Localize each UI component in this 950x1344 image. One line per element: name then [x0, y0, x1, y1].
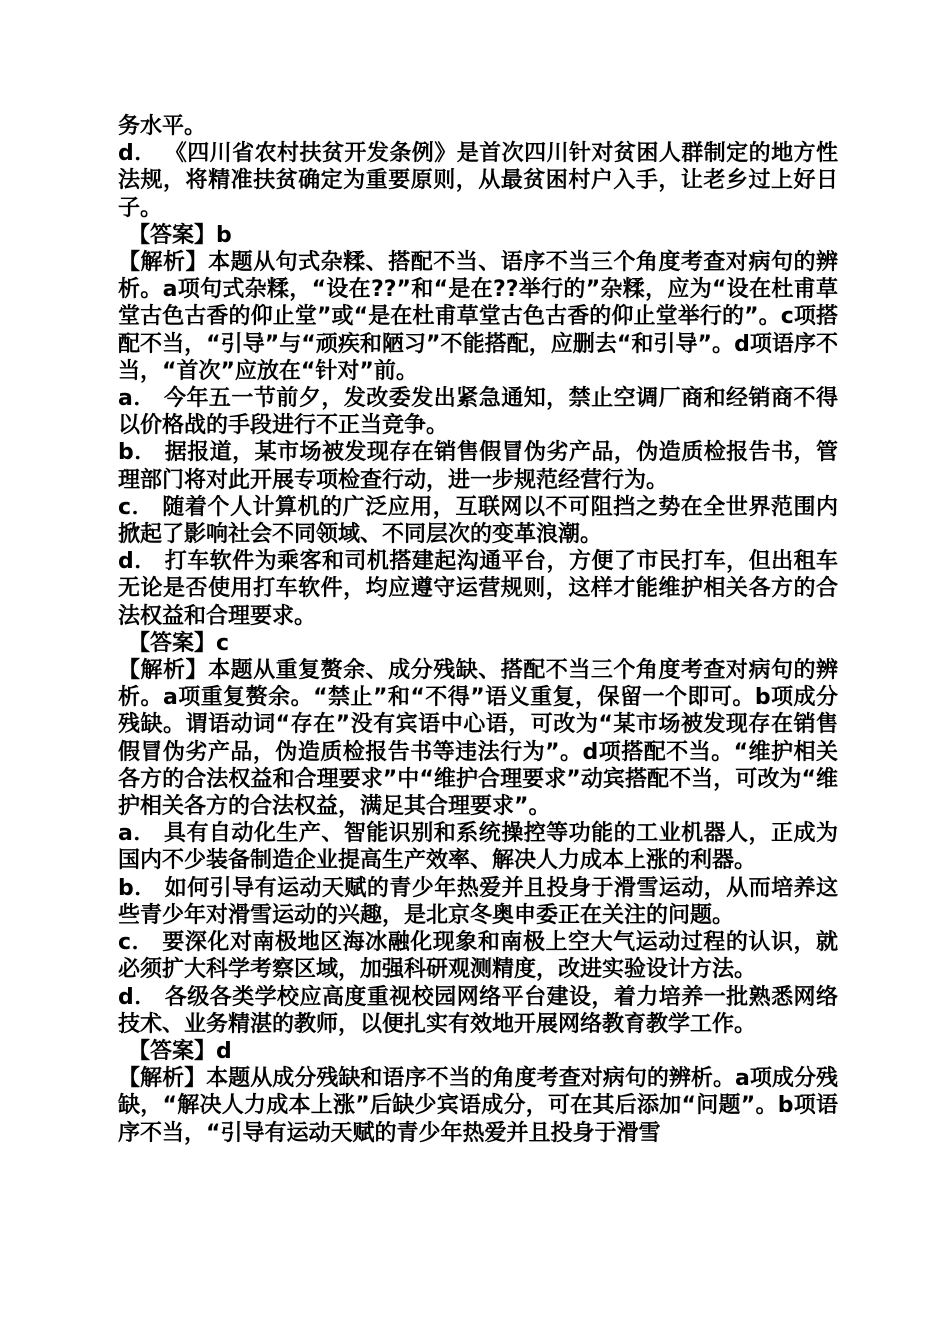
analysis-paragraph: 【解析】本题从句式杂糅、搭配不当、语序不当三个角度考查对病句的辨析。a项句式杂糅，“设在??”和“是在??举行的”杂糅，应为“设在杜甫草堂古色古香的仰止堂”或“是在杜甫草堂古色古香的仰止堂举行的”。c项搭配不当，“引导”与“顽疾和陋习”不能搭配，应删去“和引导”。d项语序不当，“首次”应放在“针对”前。	[118, 250, 838, 384]
option-a-paragraph: a． 具有自动化生产、智能识别和系统操控等功能的工业机器人，正成为国内不少装备制造企业提高生产效率、解决人力成本上涨的利器。	[118, 821, 838, 874]
text-paragraph: 务水平。	[118, 114, 207, 139]
option-d-paragraph: d． 打车软件为乘客和司机搭建起沟通平台，方便了市民打车，但出租车无论是否使用打车软件，均应遵守运营规则，这样才能维护相关各方的合法权益和合理要求。	[118, 549, 838, 629]
option-b-paragraph: b． 据报道，某市场被发现存在销售假冒伪劣产品，伪造质检报告书，管理部门将对此开展专项检查行动，进一步规范经营行为。	[118, 440, 838, 493]
option-c-paragraph: c． 随着个人计算机的广泛应用，互联网以不可阻挡之势在全世界范围内掀起了影响社会不同领域、不同层次的变革浪潮。	[118, 494, 838, 548]
option-d-paragraph: d． 各级各类学校应高度重视校园网络平台建设，着力培养一批熟悉网络技术、业务精湛的教师，以便扎实有效地开展网络教育教学工作。	[118, 984, 838, 1037]
option-d-paragraph: d． 《四川省农村扶贫开发条例》是首次四川针对贫困人群制定的地方性法规，将精准扶贫确定为重要原则，从最贫困村户入手，让老乡过上好日子。	[118, 141, 838, 221]
option-b-paragraph: b． 如何引导有运动天赋的青少年热爱并且投身于滑雪运动，从而培养这些青少年对滑雪运动的兴趣，是北京冬奥申委正在关注的问题。	[118, 875, 838, 928]
option-c-paragraph: c． 要深化对南极地区海冰融化现象和南极上空大气运动过程的认识，就必须扩大科学考察区域，加强科研观测精度，改进实验设计方法。	[118, 930, 838, 983]
answer-line: 【答案】c	[128, 630, 230, 656]
answer-line: 【答案】b	[128, 222, 232, 248]
document-body	[118, 113, 838, 1147]
analysis-paragraph: 【解析】本题从成分残缺和语序不当的角度考查对病句的辨析。a项成分残缺，“解决人力成本上涨”后缺少宾语成分，可在其后添加“问题”。b项语序不当，“引导有运动天赋的青少年热爱并且投身于滑雪	[118, 1066, 838, 1146]
analysis-paragraph: 【解析】本题从重复赘余、成分残缺、搭配不当三个角度考查对病句的辨析。a项重复赘余。“禁止”和“不得”语义重复，保留一个即可。b项成分残缺。谓语动词“存在”没有宾语中心语，可改为“某市场被发现存在销售假冒伪劣产品，伪造质检报告书等违法行为”。d项搭配不当。“维护相关各方的合法权益和合理要求”中“维护合理要求”动宾搭配不当，可改为“维护相关各方的合法权益，满足其合理要求”。	[118, 658, 838, 820]
option-a-paragraph: a． 今年五一节前夕，发改委发出紧急通知，禁止空调厂商和经销商不得以价格战的手段进行不正当竞争。	[118, 386, 838, 439]
answer-line: 【答案】d	[128, 1038, 232, 1064]
